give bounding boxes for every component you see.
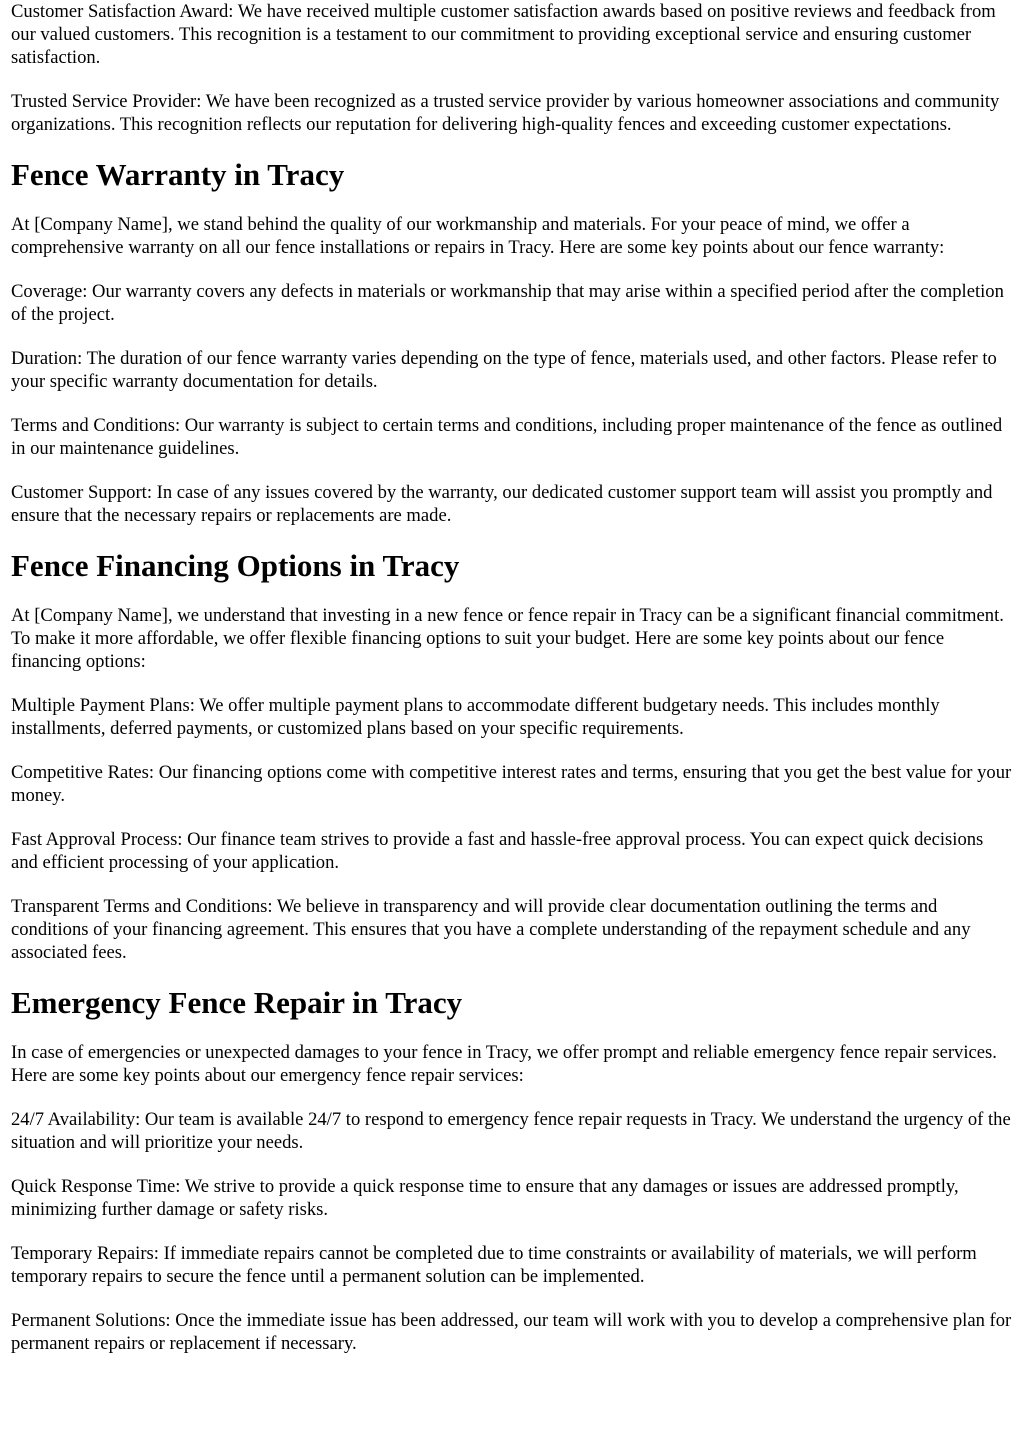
paragraph-emergency-intro: In case of emergencies or unexpected damages to your fence in Tracy, we offer prompt and reliable emergency fence repair services. Here are some key points about our emergency fence repair services: [11, 1042, 997, 1086]
section-fence-warranty [11, 157, 1013, 527]
paragraph-financing-intro: At [Company Name], we understand that investing in a new fence or fence repair in Tracy can be a significant financial commitment. To make it more affordable, we offer flexible financing options to suit your budget. Here are some key points about our fence financing options: [11, 605, 1004, 672]
paragraph-warranty-intro: At [Company Name], we stand behind the quality of our workmanship and materials. For your peace of mind, we offer a comprehensive warranty on all our fence installations or repairs in Tracy. Here are some key points about our fence warranty: [11, 214, 945, 258]
paragraph-warranty-coverage: Coverage: Our warranty covers any defects in materials or workmanship that may arise within a specified period after the completion of the project. [11, 281, 1004, 325]
heading-fence-financing: Fence Financing Options in Tracy [11, 548, 460, 583]
paragraph-emergency-availability: 24/7 Availability: Our team is available 24/7 to respond to emergency fence repair requests in Tracy. We understand the urgency of the situation and will prioritize your needs. [11, 1109, 1011, 1153]
paragraph-emergency-temporary: Temporary Repairs: If immediate repairs cannot be completed due to time constraints or availability of materials, we will perform temporary repairs to secure the fence until a permanent solution can be implemented. [11, 1243, 977, 1287]
paragraph-financing-payment-plans: Multiple Payment Plans: We offer multiple payment plans to accommodate different budgetary needs. This includes monthly installments, deferred payments, or customized plans based on your specific requirements. [11, 695, 940, 739]
paragraph-customer-satisfaction-award: Customer Satisfaction Award: We have received multiple customer satisfaction awards based on positive reviews and feedback from our valued customers. This recognition is a testament to our commitment to providing exceptional service and ensuring customer satisfaction. [11, 1, 996, 68]
paragraph-warranty-duration: Duration: The duration of our fence warranty varies depending on the type of fence, materials used, and other factors. Please refer to your specific warranty documentation for details. [11, 348, 997, 392]
paragraph-emergency-permanent: Permanent Solutions: Once the immediate issue has been addressed, our team will work with you to develop a comprehensive plan for permanent repairs or replacement if necessary. [11, 1310, 1012, 1354]
heading-fence-warranty: Fence Warranty in Tracy [11, 157, 345, 192]
section-emergency-repair [11, 985, 1013, 1355]
section-fence-financing [11, 548, 1013, 964]
paragraph-trusted-service-provider: Trusted Service Provider: We have been recognized as a trusted service provider by various homeowner associations and community organizations. This recognition reflects our reputation for delivering high-quality fences and exceeding customer expectations. [11, 91, 1000, 135]
paragraph-emergency-response: Quick Response Time: We strive to provide a quick response time to ensure that any damages or issues are addressed promptly, minimizing further damage or safety risks. [11, 1176, 959, 1220]
paragraph-financing-rates: Competitive Rates: Our financing options come with competitive interest rates and terms, ensuring that you get the best value for your money. [11, 762, 1012, 806]
paragraph-warranty-support: Customer Support: In case of any issues covered by the warranty, our dedicated customer support team will assist you promptly and ensure that the necessary repairs or replacements are made. [11, 482, 993, 526]
paragraph-financing-approval: Fast Approval Process: Our finance team strives to provide a fast and hassle-free approval process. You can expect quick decisions and efficient processing of your application. [11, 829, 984, 873]
paragraph-financing-terms: Transparent Terms and Conditions: We believe in transparency and will provide clear documentation outlining the terms and conditions of your financing agreement. This ensures that you have a complete understanding of the repayment schedule and any associated fees. [11, 896, 971, 963]
paragraph-warranty-terms: Terms and Conditions: Our warranty is subject to certain terms and conditions, including proper maintenance of the fence as outlined in our maintenance guidelines. [11, 415, 1003, 459]
heading-emergency-repair: Emergency Fence Repair in Tracy [11, 985, 463, 1020]
